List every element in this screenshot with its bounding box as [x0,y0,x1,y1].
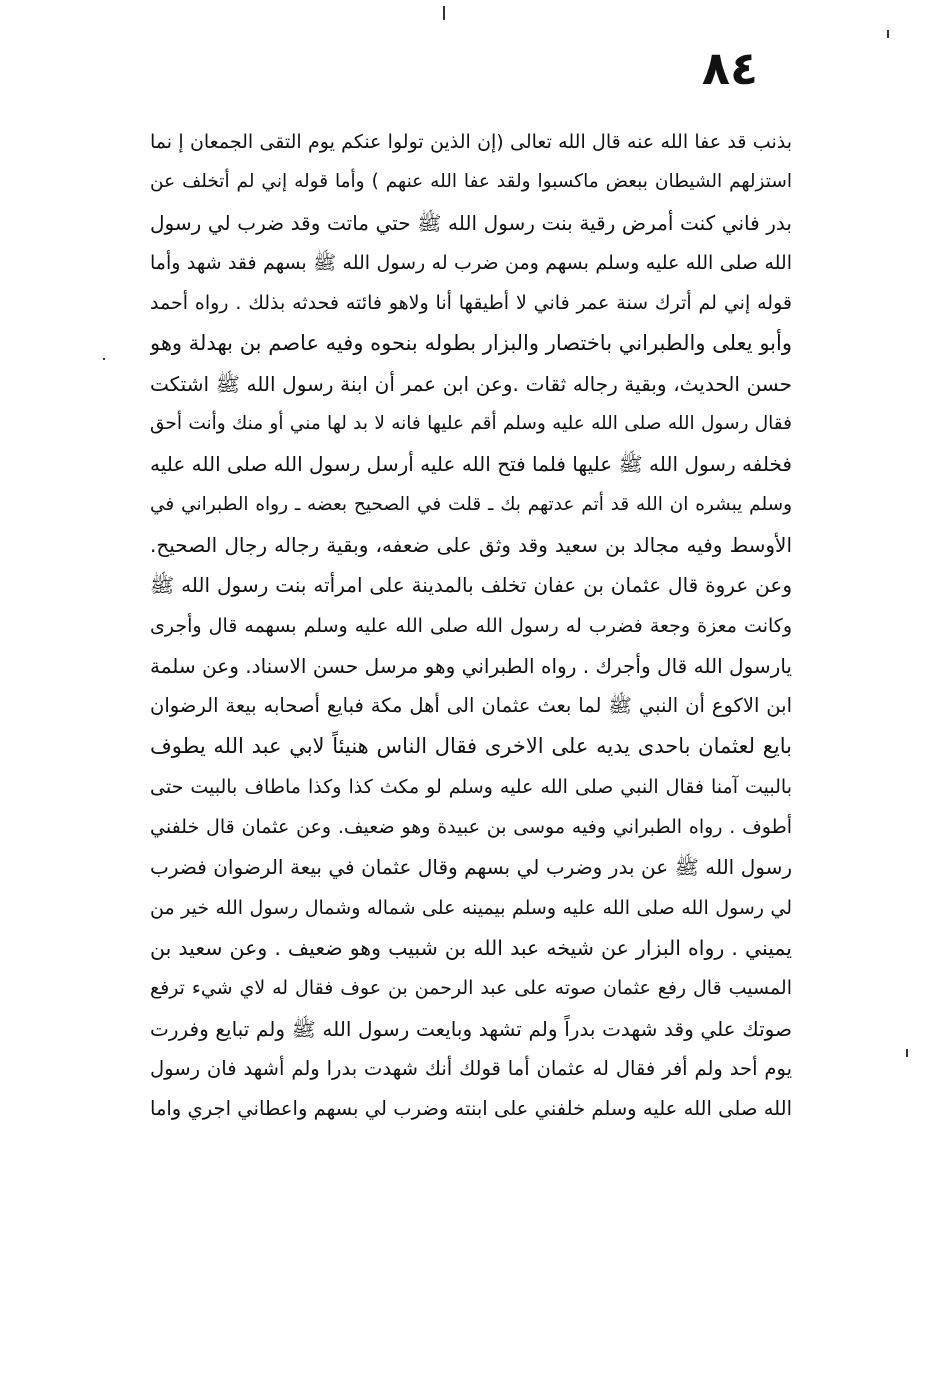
text-line: ابن الاكوع أن النبي ﷺ لما بعث عثمان الى أهل مكة فبايع أصحابه بيعة الرضوان [150,694,792,718]
text-line: يوم أحد ولم أفر فقال له عثمان أما قولك أنك شهدت بدرا ولم أشهد فان رسول [150,1056,792,1080]
text-line: لي رسول الله صلى الله عليه وسلم بيمينه على شماله وشمال رسول الله خير من [150,896,792,919]
text-line: وأبو يعلى والطبراني باختصار والبزار بطوله بنحوه وفيه عاصم بن بهدلة وهو [150,331,792,356]
text-line: الأوسط وفيه مجالد بن سعيد وقد وثق على ضعفه، وبقية رجاله رجال الصحيح. [150,532,792,557]
text-line: المسيب قال رفع عثمان صوته على عبد الرحمن بن عوف فقال له لاي شيء ترفع [150,977,792,1000]
text-line: حسن الحديث، وبقية رجاله ثقات .وعن ابن عمر أن ابنة رسول الله ﷺ اشتكت [150,371,792,396]
text-line: بدر فاني كنت أمرض رقية بنت رسول الله ﷺ حتي ماتت وقد ضرب لي رسول [150,210,792,235]
text-line: قوله إني لم أترك سنة عمر فاني لا أطيقها أنا ولاهو فائته فحدثه بذلك . رواه أحمد [150,292,792,315]
text-line: وسلم يبشره ان الله قد أتم عدتهم بك ـ قلت في الصحيح بعضه ـ رواه الطبراني في [150,493,792,515]
text-line: بذنب قد عفا الله عنه قال الله تعالى (إن الذين تولوا عنكم يوم التقى الجمعان إ نما [150,131,792,153]
text-line: استزلهم الشيطان ببعض ماكسبوا ولقد عفا الله عنهم ) وأما قوله إني لم أتخلف عن [150,171,792,193]
text-line: صوتك علي وقد شهدت بدراً ولم تشهد وبايعت رسول الله ﷺ ولم تبايع وفررت [150,1016,792,1041]
text-line: بايع لعثمان باحدى يديه على الاخرى فقال الناس هنيئاً لابي عبد الله يطوف [150,734,792,759]
text-line: يميني . رواه البزار عن شيخه عبد الله بن شبيب وهو ضعيف . وعن سعيد بن [150,935,792,960]
text-line: وكانت معزة وجعة فضرب له رسول الله صلى الله عليه وسلم بسهمه قال وأجرى [150,614,792,637]
text-line: وعن عروة قال عثمان بن عفان تخلف بالمدينة على امرأته بنت رسول الله ﷺ [150,573,792,598]
text-line: يارسول الله قال وأجرك . رواه الطبراني وهو مرسل حسن الاسناد. وعن سلمة [150,653,792,678]
text-line: بالبيت آمنا فقال النبي صلى الله عليه وسلم لو مكث كذا وكذا ماطاف بالبيت حتى [150,775,792,798]
text-line: فخلفه رسول الله ﷺ عليها فلما فتح الله عليه أرسل رسول الله صلى الله عليه [150,452,792,477]
text-line: الله صلى الله عليه وسلم خلفني على ابنته وضرب لي بسهم واعطاني اجري واما [150,1097,792,1121]
text-line: أطوف . رواه الطبراني وفيه موسى بن عبيدة وهو ضعيف. وعن عثمان قال خلفني [150,816,792,839]
text-line: رسول الله ﷺ عن بدر وضرب لي بسهم وقال عثمان في بيعة الرضوان فضرب [150,855,792,880]
page-number: ٨٤ [701,41,759,95]
text-line: فقال رسول الله صلى الله عليه وسلم أقم عليها فانه لا بد لها مني أو منك وأنت أحق [150,413,792,435]
body-text [150,122,792,1129]
text-line: الله صلى الله عليه وسلم بسهم ومن ضرب له رسول الله ﷺ بسهم فقد شهد وأما [150,251,792,274]
